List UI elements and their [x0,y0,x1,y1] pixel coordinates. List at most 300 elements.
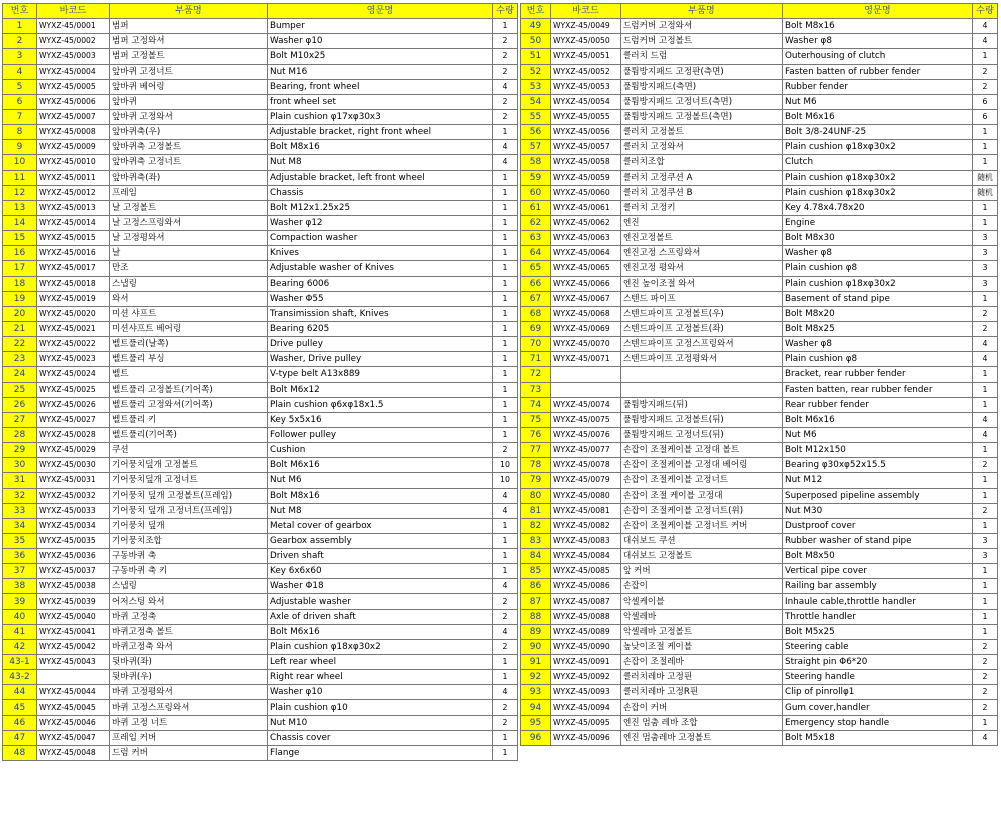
part-name-en: Washer φ8 [783,246,973,261]
barcode-cell: WYXZ-45/0001 [37,19,110,34]
quantity-cell: 4 [973,337,998,352]
table-row [3,185,518,200]
part-name-ko: 스텐드파이프 고정볼트(좌) [621,321,783,336]
barcode-cell: WYXZ-45/0078 [551,458,621,473]
barcode-cell: WYXZ-45/0021 [37,321,110,336]
quantity-cell: 1 [973,215,998,230]
quantity-cell: 4 [493,624,518,639]
barcode-cell: WYXZ-45/0044 [37,685,110,700]
quantity-cell: 10 [493,473,518,488]
quantity-cell: 2 [493,64,518,79]
part-name-en: Rubber fender [783,79,973,94]
barcode-cell: WYXZ-45/0026 [37,397,110,412]
quantity-cell: 随机 [973,185,998,200]
table-row [3,170,518,185]
quantity-cell: 10 [493,458,518,473]
part-name-ko: 벨트풀리(날쪽) [110,337,268,352]
part-name-ko: 만조 [110,261,268,276]
quantity-cell: 1 [493,321,518,336]
row-number: 19 [3,291,37,306]
part-name-en: Bearing 6006 [268,276,493,291]
row-number: 68 [521,306,551,321]
barcode-cell: WYXZ-45/0034 [37,518,110,533]
table-row [3,745,518,760]
part-name-en: Bolt M6x16 [783,412,973,427]
table-row [3,397,518,412]
table-row [521,397,998,412]
part-name-en: Nut M8 [268,155,493,170]
table-row [521,639,998,654]
part-name-en: Chassis cover [268,730,493,745]
part-name-ko: 앞바퀴 베어링 [110,79,268,94]
quantity-cell: 6 [973,94,998,109]
row-number: 89 [521,624,551,639]
barcode-cell: WYXZ-45/0071 [551,352,621,367]
part-name-ko: 기어뭉치덮개 고정볼트 [110,458,268,473]
quantity-cell: 4 [973,352,998,367]
quantity-cell: 1 [973,473,998,488]
row-number: 88 [521,609,551,624]
part-name-en: Compaction washer [268,231,493,246]
row-number: 39 [3,594,37,609]
quantity-cell: 1 [973,382,998,397]
barcode-cell: WYXZ-45/0029 [37,443,110,458]
barcode-cell: WYXZ-45/0004 [37,64,110,79]
quantity-cell: 1 [973,609,998,624]
part-name-en: Railing bar assembly [783,579,973,594]
quantity-cell: 1 [973,49,998,64]
part-name-ko: 날 [110,246,268,261]
part-name-en: Adjustable washer [268,594,493,609]
table-row [521,231,998,246]
barcode-cell: WYXZ-45/0028 [37,427,110,442]
table-row [521,670,998,685]
barcode-cell: WYXZ-45/0053 [551,79,621,94]
row-number: 73 [521,382,551,397]
quantity-cell: 1 [493,200,518,215]
table-row [3,458,518,473]
table-row [3,685,518,700]
table-row [521,352,998,367]
part-name-ko: 클러치 고정와셔 [621,140,783,155]
quantity-cell: 4 [493,155,518,170]
part-name-en: Bolt M8x16 [783,19,973,34]
barcode-cell: WYXZ-45/0095 [551,715,621,730]
part-name-en: Bolt M5x25 [783,624,973,639]
barcode-cell: WYXZ-45/0089 [551,624,621,639]
part-name-ko: 바퀴 고정스프링와셔 [110,700,268,715]
part-name-en: Gum cover,handler [783,700,973,715]
part-name-ko: 벨트풀리(기어쪽) [110,427,268,442]
barcode-cell: WYXZ-45/0086 [551,579,621,594]
table-row [521,579,998,594]
quantity-cell: 4 [973,412,998,427]
barcode-cell: WYXZ-45/0013 [37,200,110,215]
part-name-en: Plain cushion φ8 [783,352,973,367]
row-number: 58 [521,155,551,170]
part-name-ko: 어저스팅 와셔 [110,594,268,609]
part-name-ko: 스냅링 [110,579,268,594]
part-name-en: Bolt 3/8-24UNF-25 [783,125,973,140]
part-name-en: Bolt M8x30 [783,231,973,246]
table-row [3,367,518,382]
header-row [3,4,518,19]
part-name-en: Nut M10 [268,715,493,730]
part-name-ko: 손잡이 조절케이블 고정너트 [621,473,783,488]
quantity-cell: 2 [493,609,518,624]
part-name-ko: 클러치 고정쿠션 A [621,170,783,185]
table-row [521,337,998,352]
barcode-cell: WYXZ-45/0016 [37,246,110,261]
row-number: 52 [521,64,551,79]
barcode-cell: WYXZ-45/0014 [37,215,110,230]
part-name-en: Key 4.78x4.78x20 [783,200,973,215]
part-name-ko: 앞바퀴 고정너트 [110,64,268,79]
quantity-cell: 3 [973,261,998,276]
quantity-cell: 1 [973,443,998,458]
part-name-en: Rubber washer of stand pipe [783,533,973,548]
barcode-cell: WYXZ-45/0012 [37,185,110,200]
barcode-cell: WYXZ-45/0017 [37,261,110,276]
barcode-cell: WYXZ-45/0015 [37,231,110,246]
row-number: 17 [3,261,37,276]
table-row [3,639,518,654]
table-row [521,291,998,306]
barcode-cell: WYXZ-45/0084 [551,549,621,564]
table-row [521,518,998,533]
part-name-en: Plain cushion φ10 [268,700,493,715]
table-row [3,609,518,624]
part-name-ko: 드럼 커버 [110,745,268,760]
part-name-en: Plain cushion φ18xφ30x2 [783,170,973,185]
quantity-cell: 2 [973,639,998,654]
part-name-ko: 스텐드파이프 고정볼트(우) [621,306,783,321]
part-name-en: Bracket, rear rubber fender [783,367,973,382]
part-name-en: Bolt M12x150 [783,443,973,458]
quantity-cell: 1 [973,125,998,140]
row-number: 96 [521,730,551,745]
row-number: 48 [3,745,37,760]
part-name-en: Washer φ10 [268,685,493,700]
table-row [3,730,518,745]
part-name-ko: 날 고정스프링와셔 [110,215,268,230]
row-number: 94 [521,700,551,715]
table-row [3,427,518,442]
part-name-ko: 클러치 고정쿠션 B [621,185,783,200]
part-name-en: Superposed pipeline assembly [783,488,973,503]
barcode-cell: WYXZ-45/0003 [37,49,110,64]
table-row [3,382,518,397]
table-row [3,140,518,155]
part-name-en: Bolt M6x12 [268,382,493,397]
quantity-cell: 2 [493,34,518,49]
barcode-cell: WYXZ-45/0023 [37,352,110,367]
part-name-ko: 손잡이 조절 케이블 고정대 [621,488,783,503]
row-number: 34 [3,518,37,533]
quantity-cell: 1 [493,291,518,306]
barcode-cell: WYXZ-45/0020 [37,306,110,321]
table-row [521,382,998,397]
table-row [521,140,998,155]
part-name-en: Plain cushion φ17xφ30x3 [268,109,493,124]
part-name-ko: 바퀴 고정축 [110,609,268,624]
quantity-cell: 1 [493,564,518,579]
table-row [3,594,518,609]
quantity-cell: 1 [493,730,518,745]
quantity-cell: 1 [493,185,518,200]
barcode-cell: WYXZ-45/0076 [551,427,621,442]
quantity-cell: 4 [493,579,518,594]
quantity-cell: 2 [493,715,518,730]
table-row [521,503,998,518]
part-name-ko: 벨트풀리 부싱 [110,352,268,367]
table-row [521,427,998,442]
quantity-cell: 1 [493,397,518,412]
row-number: 24 [3,367,37,382]
part-name-en: Adjustable washer of Knives [268,261,493,276]
row-number: 43-1 [3,655,37,670]
header-row [521,4,998,19]
quantity-cell: 1 [493,246,518,261]
quantity-cell: 2 [973,458,998,473]
part-name-ko: 드럼커버 고정와셔 [621,19,783,34]
quantity-cell: 1 [493,412,518,427]
quantity-cell: 4 [973,19,998,34]
table-row [521,125,998,140]
row-number: 40 [3,609,37,624]
barcode-cell: WYXZ-45/0059 [551,170,621,185]
row-number: 57 [521,140,551,155]
barcode-cell: WYXZ-45/0058 [551,155,621,170]
barcode-cell: WYXZ-45/0032 [37,488,110,503]
row-number: 95 [521,715,551,730]
part-name-en: Right rear wheel [268,670,493,685]
quantity-cell: 1 [493,125,518,140]
barcode-cell: WYXZ-45/0096 [551,730,621,745]
part-name-ko: 날 고정평와셔 [110,231,268,246]
quantity-cell: 2 [973,79,998,94]
table-row [521,170,998,185]
part-name-en: Washer, Drive pulley [268,352,493,367]
row-number: 28 [3,427,37,442]
part-name-en: Nut M6 [783,427,973,442]
part-name-en: Key 5x5x16 [268,412,493,427]
barcode-cell [37,670,110,685]
quantity-cell: 1 [493,367,518,382]
row-number: 47 [3,730,37,745]
barcode-cell: WYXZ-45/0068 [551,306,621,321]
row-number: 54 [521,94,551,109]
part-name-ko: 풀튐방지패드(측면) [621,79,783,94]
row-number: 38 [3,579,37,594]
part-name-en: Knives [268,246,493,261]
part-name-ko: 프레임 [110,185,268,200]
table-row [3,49,518,64]
part-name-en: Washer φ8 [783,34,973,49]
part-name-en: Washer φ8 [783,337,973,352]
table-row [3,155,518,170]
quantity-cell: 1 [973,367,998,382]
quantity-cell: 4 [493,79,518,94]
row-number: 10 [3,155,37,170]
part-name-en: Bearing φ30xφ52x15.5 [783,458,973,473]
row-number: 55 [521,109,551,124]
barcode-cell: WYXZ-45/0024 [37,367,110,382]
table-row [3,109,518,124]
barcode-cell: WYXZ-45/0048 [37,745,110,760]
row-number: 2 [3,34,37,49]
row-number: 25 [3,382,37,397]
part-name-ko: 풀튐방지패드 고정너트(측면) [621,94,783,109]
part-name-en: Axle of driven shaft [268,609,493,624]
table-row [3,291,518,306]
row-number: 46 [3,715,37,730]
table-row [3,337,518,352]
row-number: 80 [521,488,551,503]
part-name-ko: 풀튐방지패드 고정너트(뒤) [621,427,783,442]
part-name-en: Bolt M8x16 [268,488,493,503]
table-row [521,321,998,336]
table-row [521,412,998,427]
barcode-cell: WYXZ-45/0087 [551,594,621,609]
row-number: 61 [521,200,551,215]
table-row [521,79,998,94]
barcode-cell: WYXZ-45/0045 [37,700,110,715]
part-name-en: Bolt M8x16 [268,140,493,155]
parts-table-right [520,3,998,746]
row-number: 42 [3,639,37,654]
quantity-cell: 1 [493,19,518,34]
row-number: 30 [3,458,37,473]
quantity-cell: 1 [973,564,998,579]
part-name-ko: 앞바퀴축 고정볼트 [110,140,268,155]
part-name-en: Chassis [268,185,493,200]
part-name-ko: 쿠션 [110,443,268,458]
table-row [521,200,998,215]
part-name-en: Plain cushion φ18xφ30x2 [783,276,973,291]
quantity-cell: 2 [973,503,998,518]
table-row [521,533,998,548]
quantity-cell: 4 [493,685,518,700]
barcode-cell [551,367,621,382]
header-no: 번호 [521,4,551,19]
row-number: 66 [521,276,551,291]
table-row [521,609,998,624]
barcode-cell: WYXZ-45/0050 [551,34,621,49]
part-name-ko: 엔진 [621,215,783,230]
barcode-cell: WYXZ-45/0075 [551,412,621,427]
row-number: 11 [3,170,37,185]
header-barcode: 바코드 [37,4,110,19]
quantity-cell: 1 [493,745,518,760]
part-name-ko: 손잡이 [621,579,783,594]
barcode-cell: WYXZ-45/0054 [551,94,621,109]
barcode-cell: WYXZ-45/0008 [37,125,110,140]
table-row [3,549,518,564]
part-name-ko: 앞 커버 [621,564,783,579]
quantity-cell: 2 [493,109,518,124]
part-name-en: Flange [268,745,493,760]
quantity-cell: 1 [493,337,518,352]
barcode-cell: WYXZ-45/0030 [37,458,110,473]
table-row [521,473,998,488]
row-number: 85 [521,564,551,579]
barcode-cell [551,382,621,397]
quantity-cell: 1 [973,715,998,730]
part-name-ko: 풀튐방지패드 고정볼트(측면) [621,109,783,124]
row-number: 82 [521,518,551,533]
part-name-en: Fasten batten, rear rubber fender [783,382,973,397]
part-name-ko: 스텐드 파이프 [621,291,783,306]
part-name-en: Clutch [783,155,973,170]
table-row [3,94,518,109]
part-name-ko: 앞바퀴축(좌) [110,170,268,185]
quantity-cell: 1 [493,518,518,533]
table-row [521,549,998,564]
row-number: 35 [3,533,37,548]
part-name-ko: 미션 샤프트 [110,306,268,321]
row-number: 43-2 [3,670,37,685]
row-number: 49 [521,19,551,34]
table-row [521,19,998,34]
quantity-cell: 1 [493,306,518,321]
part-name-en: Bolt M6x16 [268,458,493,473]
quantity-cell: 1 [973,397,998,412]
part-name-en: Emergency stop handle [783,715,973,730]
part-name-ko: 풀튐방지패드 고정판(측면) [621,64,783,79]
quantity-cell: 2 [973,64,998,79]
table-row [3,34,518,49]
part-name-ko: 손잡이 조절케이블 고정너트 커버 [621,518,783,533]
table-row [3,321,518,336]
table-row [521,34,998,49]
part-name-en: Washer φ10 [268,34,493,49]
part-name-ko: 앞바퀴 고정와셔 [110,109,268,124]
row-number: 44 [3,685,37,700]
table-row [521,185,998,200]
part-name-en: Bearing, front wheel [268,79,493,94]
row-number: 45 [3,700,37,715]
barcode-cell: WYXZ-45/0067 [551,291,621,306]
barcode-cell: WYXZ-45/0052 [551,64,621,79]
quantity-cell: 1 [493,215,518,230]
barcode-cell: WYXZ-45/0039 [37,594,110,609]
quantity-cell: 4 [973,730,998,745]
quantity-cell: 1 [493,382,518,397]
part-name-ko: 클러치 고정키 [621,200,783,215]
quantity-cell: 2 [493,443,518,458]
part-name-ko: 범퍼 고정와셔 [110,34,268,49]
part-name-ko: 엔진 높이조절 와셔 [621,276,783,291]
barcode-cell: WYXZ-45/0074 [551,397,621,412]
table-row [3,503,518,518]
part-name-ko: 범퍼 고정볼트 [110,49,268,64]
barcode-cell: WYXZ-45/0079 [551,473,621,488]
barcode-cell: WYXZ-45/0056 [551,125,621,140]
part-name-en: Driven shaft [268,549,493,564]
barcode-cell: WYXZ-45/0031 [37,473,110,488]
part-name-ko: 풀튐방지패드(뒤) [621,397,783,412]
table-row [521,594,998,609]
barcode-cell: WYXZ-45/0009 [37,140,110,155]
table-row [521,306,998,321]
barcode-cell: WYXZ-45/0060 [551,185,621,200]
part-name-ko: 클러치조합 [621,155,783,170]
barcode-cell: WYXZ-45/0027 [37,412,110,427]
part-name-en: Left rear wheel [268,655,493,670]
barcode-cell: WYXZ-45/0019 [37,291,110,306]
row-number: 8 [3,125,37,140]
